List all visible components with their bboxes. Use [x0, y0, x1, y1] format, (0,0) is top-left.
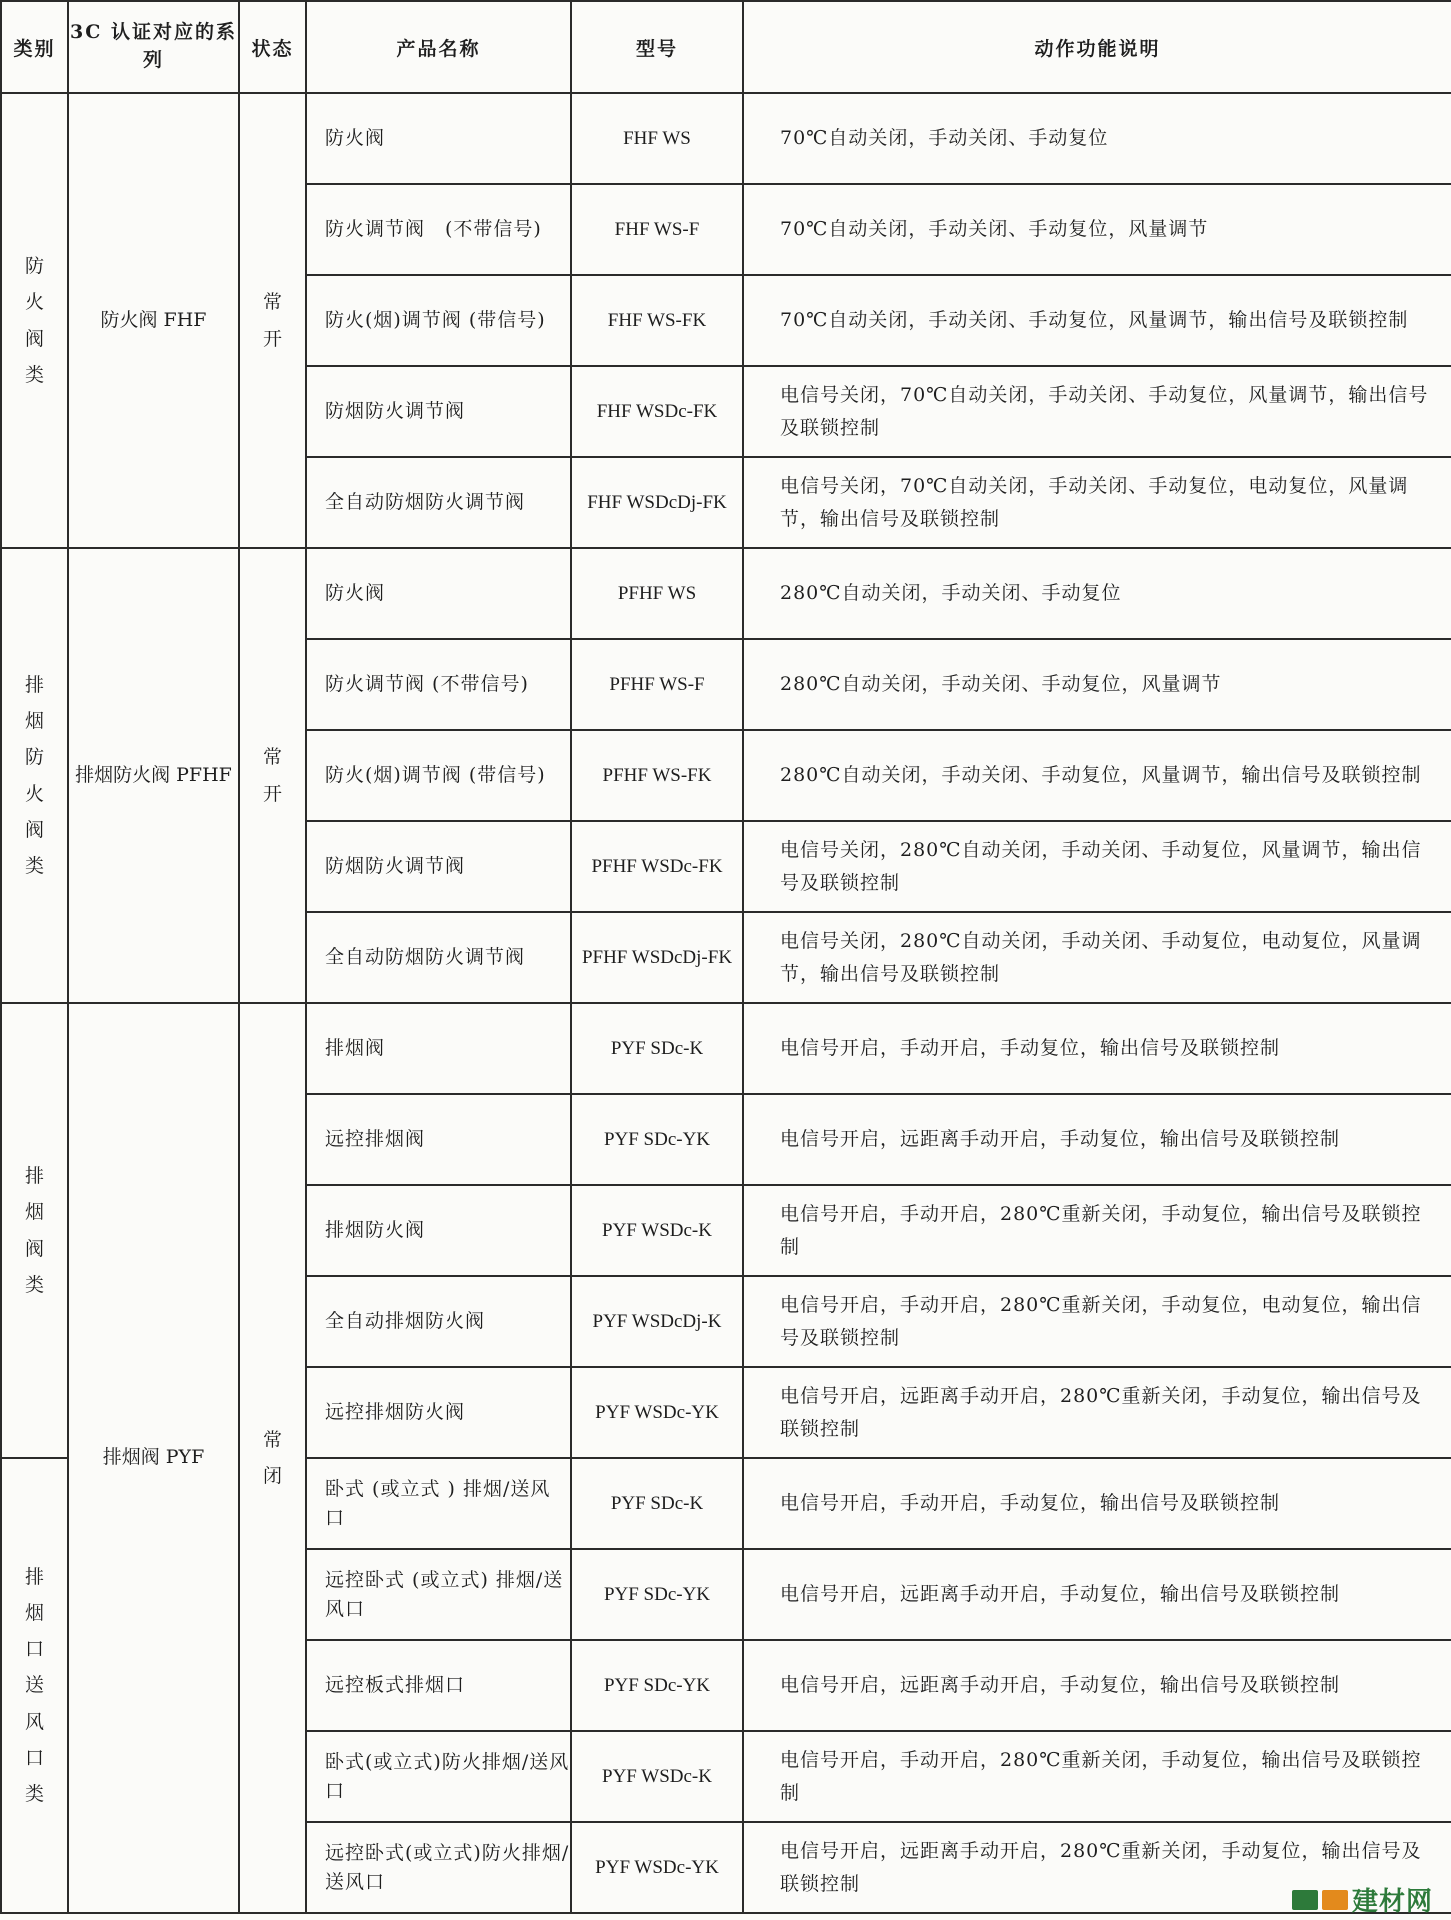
function-description: 电信号开启，远距离手动开启，手动复位，输出信号及联锁控制 — [743, 1640, 1451, 1731]
product-name: 全自动防烟防火调节阀 — [306, 457, 571, 548]
model-code: FHF WS-F — [571, 184, 743, 275]
product-name: 全自动排烟防火阀 — [306, 1276, 571, 1367]
product-name: 卧式(或立式)防火排烟/送风口 — [306, 1731, 571, 1822]
logo-mark-icon — [1292, 1890, 1318, 1910]
table-row — [1, 548, 1451, 639]
product-name: 防火阀 — [306, 548, 571, 639]
product-name: 防烟防火调节阀 — [306, 821, 571, 912]
function-description: 电信号开启，远距离手动开启，280℃重新关闭，手动复位，输出信号及联锁控制 — [743, 1367, 1451, 1458]
state-cell — [239, 548, 306, 1003]
product-name: 远控排烟防火阀 — [306, 1367, 571, 1458]
product-name: 防火调节阀 (不带信号) — [306, 639, 571, 730]
model-code: PFHF WSDcDj-FK — [571, 912, 743, 1003]
model-code: PYF WSDc-K — [571, 1185, 743, 1276]
category-cell — [1, 548, 68, 1003]
product-name: 全自动防烟防火调节阀 — [306, 912, 571, 1003]
function-description: 电信号开启，手动开启，手动复位，输出信号及联锁控制 — [743, 1003, 1451, 1094]
product-name: 排烟阀 — [306, 1003, 571, 1094]
table-row — [1, 1003, 1451, 1094]
watermark-logo — [1292, 1881, 1433, 1918]
model-code: PYF WSDc-YK — [571, 1367, 743, 1458]
function-description: 电信号开启，远距离手动开启，手动复位，输出信号及联锁控制 — [743, 1549, 1451, 1640]
series-cell: 防火阀 FHF — [68, 93, 239, 548]
state-cell — [239, 93, 306, 548]
product-name: 防火调节阀 (不带信号) — [306, 184, 571, 275]
function-description: 电信号关闭，280℃自动关闭，手动关闭、手动复位，风量调节，输出信号及联锁控制 — [743, 821, 1451, 912]
category-label: 排烟阀类 — [24, 1165, 44, 1296]
state-cell — [239, 1003, 306, 1913]
category-label: 防火阀类 — [24, 255, 44, 386]
function-description: 电信号关闭，70℃自动关闭，手动关闭、手动复位，电动复位，风量调节，输出信号及联锁控制 — [743, 457, 1451, 548]
product-name: 防火(烟)调节阀 (带信号) — [306, 730, 571, 821]
function-description: 电信号关闭，280℃自动关闭，手动关闭、手动复位，电动复位，风量调节，输出信号及联锁控制 — [743, 912, 1451, 1003]
product-name: 防火阀 — [306, 93, 571, 184]
table-row — [1, 93, 1451, 184]
product-name: 远控卧式 (或立式) 排烟/送风口 — [306, 1549, 571, 1640]
header-function: 动作功能说明 — [743, 1, 1451, 93]
function-description: 280℃自动关闭，手动关闭、手动复位 — [743, 548, 1451, 639]
logo-mark-icon — [1322, 1890, 1348, 1910]
state-label: 常开 — [262, 291, 282, 350]
function-description: 电信号开启，手动开启，手动复位，输出信号及联锁控制 — [743, 1458, 1451, 1549]
function-description: 电信号开启，手动开启，280℃重新关闭，手动复位，输出信号及联锁控制 — [743, 1731, 1451, 1822]
model-code: FHF WS — [571, 93, 743, 184]
function-description: 电信号开启，手动开启，280℃重新关闭，手动复位，电动复位，输出信号及联锁控制 — [743, 1276, 1451, 1367]
model-code: PYF SDc-K — [571, 1458, 743, 1549]
model-code: FHF WS-FK — [571, 275, 743, 366]
watermark-text: 建材网 — [1351, 1887, 1433, 1917]
function-description: 70℃自动关闭，手动关闭、手动复位，风量调节 — [743, 184, 1451, 275]
function-description: 电信号开启，手动开启，280℃重新关闭，手动复位，输出信号及联锁控制 — [743, 1185, 1451, 1276]
function-description: 电信号开启，远距离手动开启，280℃重新关闭，手动复位，输出信号及联锁控制 — [743, 1822, 1451, 1913]
series-cell: 排烟防火阀 PFHF — [68, 548, 239, 1003]
header-state: 状态 — [239, 1, 306, 93]
header-row — [1, 1, 1451, 93]
function-description: 电信号开启，远距离手动开启，手动复位，输出信号及联锁控制 — [743, 1094, 1451, 1185]
model-code: PYF SDc-K — [571, 1003, 743, 1094]
header-model: 型号 — [571, 1, 743, 93]
model-code: FHF WSDcDj-FK — [571, 457, 743, 548]
model-code: PYF WSDc-YK — [571, 1822, 743, 1913]
product-name: 排烟防火阀 — [306, 1185, 571, 1276]
function-description: 70℃自动关闭，手动关闭、手动复位，风量调节，输出信号及联锁控制 — [743, 275, 1451, 366]
product-name: 卧式 (或立式 ) 排烟/送风口 — [306, 1458, 571, 1549]
function-description: 280℃自动关闭，手动关闭、手动复位，风量调节，输出信号及联锁控制 — [743, 730, 1451, 821]
function-description: 70℃自动关闭，手动关闭、手动复位 — [743, 93, 1451, 184]
model-code: FHF WSDc-FK — [571, 366, 743, 457]
model-code: PFHF WS — [571, 548, 743, 639]
product-name: 远控排烟阀 — [306, 1094, 571, 1185]
function-description: 280℃自动关闭，手动关闭、手动复位，风量调节 — [743, 639, 1451, 730]
model-code: PFHF WSDc-FK — [571, 821, 743, 912]
product-name: 远控板式排烟口 — [306, 1640, 571, 1731]
model-code: PYF WSDcDj-K — [571, 1276, 743, 1367]
model-code: PYF SDc-YK — [571, 1549, 743, 1640]
product-name: 防火(烟)调节阀 (带信号) — [306, 275, 571, 366]
state-label: 常开 — [262, 746, 282, 805]
model-code: PYF SDc-YK — [571, 1640, 743, 1731]
category-label: 排烟口送风口类 — [24, 1566, 44, 1805]
model-code: PFHF WS-FK — [571, 730, 743, 821]
category-cell — [1, 93, 68, 548]
product-name: 防烟防火调节阀 — [306, 366, 571, 457]
header-product-name: 产品名称 — [306, 1, 571, 93]
header-series: 3C 认证对应的系列 — [68, 1, 239, 93]
model-code: PFHF WS-F — [571, 639, 743, 730]
header-category: 类别 — [1, 1, 68, 93]
function-description: 电信号关闭，70℃自动关闭，手动关闭、手动复位，风量调节，输出信号及联锁控制 — [743, 366, 1451, 457]
model-code: PYF WSDc-K — [571, 1731, 743, 1822]
product-name: 远控卧式(或立式)防火排烟/送风口 — [306, 1822, 571, 1913]
category-cell — [1, 1003, 68, 1458]
model-code: PYF SDc-YK — [571, 1094, 743, 1185]
category-cell — [1, 1458, 68, 1913]
state-label: 常闭 — [262, 1428, 282, 1487]
series-cell: 排烟阀 PYF — [68, 1003, 239, 1913]
category-label: 排烟防火阀类 — [24, 674, 44, 877]
